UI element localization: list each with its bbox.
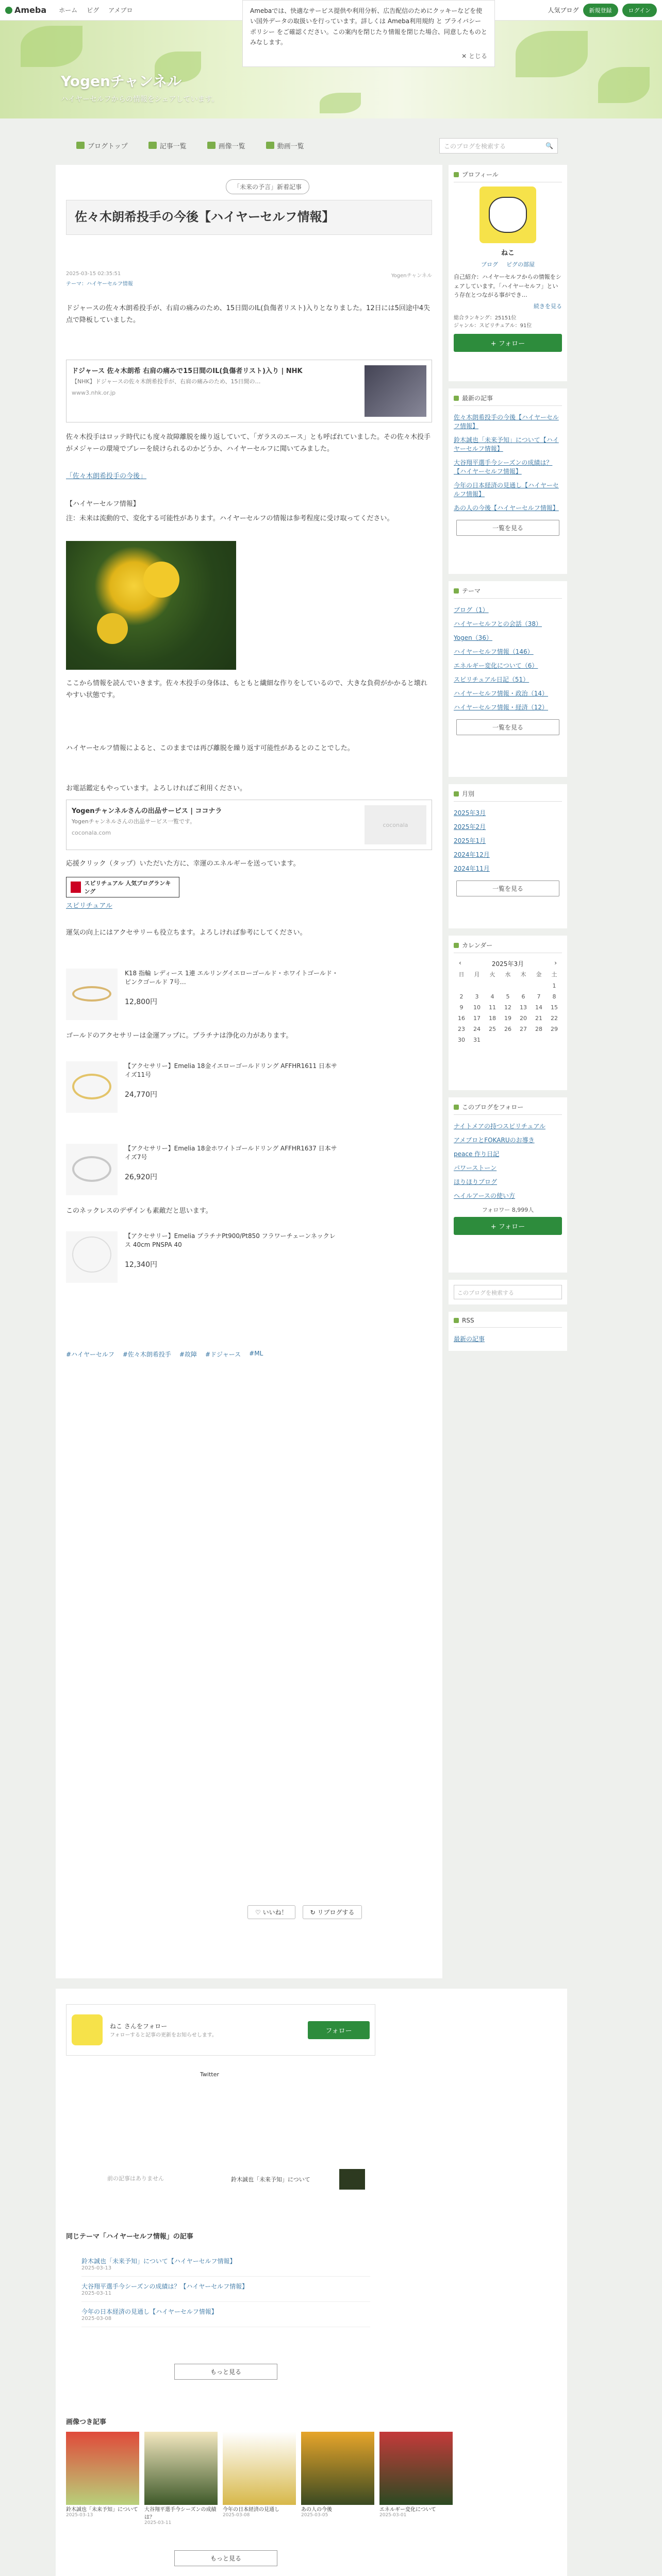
link-card-coconala[interactable]: Yogenチャンネルさんの出品サービス | ココナラ Yogenチャンネルさんの出品サービス一覧です。 coconala.com coconala xyxy=(66,800,432,850)
recent-item[interactable]: 今年の日本経済の見通し【ハイヤーセルフ情報】 xyxy=(454,482,559,498)
para-10: ゴールドのアクセサリーは金運アップに。プラチナは浄化の力があります。 xyxy=(66,1032,293,1040)
calendar-day[interactable]: 17 xyxy=(473,1015,481,1022)
calendar-day[interactable]: 19 xyxy=(504,1015,511,1022)
follower-item[interactable]: パワーストーン xyxy=(454,1164,497,1172)
nav-images[interactable]: 画像一覧 xyxy=(207,141,245,150)
para-7: お電話鑑定もやっています。よろしければご利用ください。 xyxy=(66,785,246,792)
list-icon xyxy=(148,142,157,149)
calendar-day[interactable]: 5 xyxy=(506,993,510,1000)
follower-item[interactable]: ナイトメアの持つスピリチュアル xyxy=(454,1123,545,1130)
next-thumb xyxy=(339,2169,365,2190)
blog-search-input[interactable]: このブログを検索する 🔍 xyxy=(439,138,558,154)
cookie-notice-text: Amebaでは、快適なサービス提供や利用分析、広告配信のためにクッキーなどを使い国外データの取扱いを行っています。詳しくは Ameba利用規約 と プライバシーポリシー をご確認ください。この案内を閉じたり情報を閉じた場合、同意したものとみなします。 xyxy=(250,7,487,46)
calendar-prev-icon[interactable]: ‹ xyxy=(459,959,461,967)
calendar-day xyxy=(454,982,469,989)
calendar-day[interactable]: 27 xyxy=(520,1026,527,1032)
nav-home[interactable]: ホーム xyxy=(59,7,78,14)
theme-item[interactable]: ハイヤーセルフとの会話（38） xyxy=(454,620,542,628)
nhk-thumbnail xyxy=(365,365,426,417)
calendar-day[interactable]: 26 xyxy=(504,1026,511,1032)
blog-name-tag[interactable]: Yogenチャンネル xyxy=(391,273,432,279)
profile-box: プロフィール ねこ ブログ ピグの部屋 自己紹介：ハイヤーセルフからの情報をシェアしています。「ハイヤーセルフ」という存在とつながる事ができ… 続きを見る 総合ランキング：25151位 ジャンル：スピリチュアル：91位 + フォロー xyxy=(449,165,567,381)
archive-item[interactable]: 2024年11月 xyxy=(454,865,490,872)
archive-box: 月別 2025年3月 2025年2月 2025年1月 2024年12月 2024年11月 一覧を見る xyxy=(449,784,567,928)
archive-icon xyxy=(454,791,459,796)
cookie-close-button[interactable]: ✕ とじる xyxy=(461,52,487,60)
calendar-day[interactable]: 14 xyxy=(535,1004,542,1011)
profile-icon xyxy=(454,172,459,177)
profile-pigg-link[interactable]: ピグの部屋 xyxy=(506,261,535,268)
article-column xyxy=(56,165,442,1978)
recent-box: 最新の記事 佐々木朗希投手の今後【ハイヤーセルフ情報】 鈴木誠也「未来予知」について【ハイヤーセルフ情報】 大谷翔平選手今シーズンの成績は？【ハイヤーセルフ情報】 今年の日本経済の見通し【ハイヤーセルフ情報】 あの人の今後【ハイヤーセルフ情報】 一覧を見る xyxy=(449,388,567,574)
theme-item[interactable]: Yogen（36） xyxy=(454,634,492,641)
calendar-day[interactable]: 21 xyxy=(535,1015,542,1022)
ameba-logo-icon xyxy=(5,7,12,14)
calendar-box: カレンダー ‹ 2025年3月 › 日 月 火 水 木 金 土 1 2 3 4 5 6 7 8 9 10 11 12 13 14 15 16 17 18 19 20 21 22 23 24 25 26 27 28 29 30 31 xyxy=(449,936,567,1090)
product-4[interactable]: 【アクセサリー】Emelia プラチナPt900/Pt850 フラワーチェーンネックレス 40cm PNSPA 40 12,340円 xyxy=(66,1231,341,1283)
global-nav xyxy=(59,6,133,14)
calendar-weekday: 水 xyxy=(505,971,511,978)
calendar-day xyxy=(469,982,485,989)
calendar-day[interactable]: 25 xyxy=(489,1026,496,1032)
calendar-weekday: 日 xyxy=(458,971,465,978)
profile-more-link[interactable]: 続きを見る xyxy=(534,302,562,310)
image-entry[interactable]: あの人の今後 2025-03-05 xyxy=(301,2432,374,2526)
calendar-day[interactable]: 8 xyxy=(552,993,556,1000)
follow-desc: フォローすると記事の更新をお知らせします。 xyxy=(110,2032,217,2038)
theme-icon xyxy=(454,588,459,594)
archive-more-button[interactable]: 一覧を見る xyxy=(456,880,559,896)
signup-button[interactable]: 新規登録 xyxy=(583,4,618,17)
rose-image[interactable] xyxy=(66,541,236,670)
recent-item[interactable]: あの人の今後【ハイヤーセルフ情報】 xyxy=(454,504,559,512)
reaction-bar xyxy=(247,1905,362,1919)
calendar-day[interactable]: 9 xyxy=(459,1004,464,1011)
recent-icon xyxy=(454,396,459,401)
nav-blog-top[interactable]: ブログトップ xyxy=(76,141,128,150)
link-card-nhk[interactable]: ドジャース 佐々木朗希 右肩の痛みで15日間のIL(負傷者リスト)入り | NHK 【NHK】ドジャースの佐々木朗希投手が、右肩の痛みのため、15日間の… www3.nhk.or.jp xyxy=(66,360,432,422)
product-3[interactable]: 【アクセサリー】Emelia 18金ホワイトゴールドリング AFFHR1637 日本サイズ7号 26,920円 xyxy=(66,1144,341,1195)
spiritual-ranking-banner[interactable]: スピリチュアル 人気ブログランキング xyxy=(66,877,179,897)
calendar-day[interactable]: 10 xyxy=(473,1004,481,1011)
profile-blog-link[interactable]: ブログ xyxy=(481,261,498,268)
follow-avatar xyxy=(72,2014,103,2045)
calendar-day[interactable]: 31 xyxy=(473,1037,481,1043)
para-11: このネックレスのデザインも素敵だと思います。 xyxy=(66,1207,212,1215)
image-entry[interactable]: 今年の日本経済の見通し 2025-03-08 xyxy=(223,2432,296,2526)
follower-item[interactable]: アメブロとFOKARUのお導き xyxy=(454,1137,535,1144)
calendar-day[interactable]: 29 xyxy=(551,1026,558,1032)
search-icon[interactable]: 🔍 xyxy=(545,142,553,149)
ranking-total: 総合ランキング：25151位 xyxy=(454,315,517,321)
calendar-weekday: 土 xyxy=(551,971,557,978)
calendar-weekday: 月 xyxy=(474,971,480,978)
theme-badge[interactable]: 「未来の予言」新着記事 xyxy=(226,179,309,194)
calendar-day[interactable]: 7 xyxy=(537,993,541,1000)
cookie-notice xyxy=(242,0,495,67)
next-entry[interactable]: 鈴木誠也「未来予知」について xyxy=(231,2169,365,2190)
calendar-day[interactable]: 30 xyxy=(458,1037,465,1043)
below-follow-button[interactable]: フォロー xyxy=(308,2021,370,2039)
follower-item[interactable]: ほりほりブログ xyxy=(454,1178,498,1185)
calendar-day[interactable]: 28 xyxy=(535,1026,542,1032)
images-more-button[interactable]: もっと見る xyxy=(174,2550,277,2566)
follow-icon xyxy=(454,1105,459,1110)
calendar-day[interactable]: 18 xyxy=(489,1015,496,1022)
para-2: 佐々木投手はロッテ時代にも度々故障離脱を繰り返していて、「ガラスのエース」とも呼ばれていました。その佐々木投手がメジャーの環境でプレーを続けられるのかどうか、ハイヤーセルフに聞いてみました。 xyxy=(66,433,431,453)
theme-item[interactable]: ハイヤーセルフ情報・経済（12） xyxy=(454,704,549,711)
follower-count: フォロワー 8,999人 xyxy=(482,1207,534,1213)
calendar-day[interactable]: 22 xyxy=(551,1015,558,1022)
para-3: 【ハイヤーセルフ情報】 xyxy=(66,500,140,508)
follow-label: ねこ さんをフォロー xyxy=(110,2023,168,2030)
image-entry[interactable]: エネルギー変化について 2025-03-01 xyxy=(379,2432,453,2526)
archive-item[interactable]: 2025年3月 xyxy=(454,809,486,817)
same-theme-item[interactable]: 大谷翔平選手今シーズンの成績は？【ハイヤーセルフ情報】 2025-03-11 xyxy=(81,2277,370,2302)
calendar-weekday: 火 xyxy=(489,971,495,978)
themes-box: テーマ ブログ（1） ハイヤーセルフとの会話（38） Yogen（36） ハイヤーセルフ情報（146） エネルギー変化について（6） スピリチュアル日記（51） ハイヤーセルフ情報・政治（14） ハイヤーセルフ情報・経済（12） 一覧を見る xyxy=(449,581,567,777)
spiritual-link[interactable]: スピリチュアル xyxy=(66,902,112,910)
ameba-logo[interactable]: Ameba xyxy=(5,5,46,15)
theme-item[interactable]: ハイヤーセルフ情報（146） xyxy=(454,648,534,655)
archive-item[interactable]: 2025年2月 xyxy=(454,823,486,831)
calendar-next-icon[interactable]: › xyxy=(554,959,557,967)
coconala-thumbnail: coconala xyxy=(365,805,426,844)
calendar-day[interactable]: 12 xyxy=(504,1004,511,1011)
login-button[interactable]: ログイン xyxy=(622,4,657,17)
twitter-share[interactable]: Twitter xyxy=(200,2071,219,2078)
para-8: 応援クリック（タップ）いただいた方に、幸運のエネルギーを送っています。 xyxy=(66,860,300,868)
calendar-day[interactable]: 24 xyxy=(473,1026,481,1032)
archive-item[interactable]: 2025年1月 xyxy=(454,837,486,844)
article-title: 佐々木朗希投手の今後【ハイヤーセルフ情報】 xyxy=(75,210,335,224)
image-entries xyxy=(66,2432,453,2526)
rss-box: RSS 最新の記事 xyxy=(449,1312,567,1351)
profile-bio: 自己紹介：ハイヤーセルフからの情報をシェアしています。「ハイヤーセルフ」という存在とつながる事ができ… xyxy=(454,274,561,299)
side-search-input[interactable]: このブログを検索する xyxy=(454,1285,562,1299)
calendar-day[interactable]: 6 xyxy=(521,993,525,1000)
rss-link[interactable]: 最新の記事 xyxy=(454,1335,485,1343)
like-button[interactable]: ♡ いいね！ xyxy=(247,1905,295,1919)
followers-box: このブログをフォロー ナイトメアの持つスピリチュアル アメブロとFOKARUのお導き peace 作り日記 パワーストーン ほりほりブログ ヘイルアースの使い方 フォロワー 8,999人 + フォロー xyxy=(449,1097,567,1273)
recent-more-button[interactable]: 一覧を見る xyxy=(456,520,559,536)
same-theme-item[interactable]: 今年の日本経済の見通し【ハイヤーセルフ情報】 2025-03-08 xyxy=(81,2302,370,2327)
theme-item[interactable]: ハイヤーセルフ情報・政治（14） xyxy=(454,690,549,697)
calendar-day[interactable]: 20 xyxy=(520,1015,527,1022)
popular-blogs-link[interactable]: 人気ブログ xyxy=(548,7,579,14)
same-theme-list xyxy=(81,2251,370,2327)
calendar-day xyxy=(516,982,531,989)
same-theme-heading: 同じテーマ「ハイヤーセルフ情報」の記事 xyxy=(66,2233,193,2241)
calendar-grid xyxy=(454,970,562,1043)
sidebar-follow-button[interactable]: + フォロー xyxy=(454,1217,562,1235)
archive-item[interactable]: 2024年12月 xyxy=(454,851,490,858)
nav-ameblo[interactable]: アメブロ xyxy=(108,7,133,14)
same-theme-item[interactable]: 鈴木誠也「未来予知」について【ハイヤーセルフ情報】 2025-03-13 xyxy=(81,2251,370,2277)
prev-entry: 前の記事はありません xyxy=(107,2175,164,2182)
calendar-weekday: 金 xyxy=(536,971,542,978)
recent-item[interactable]: 鈴木誠也「未来予知」について【ハイヤーセルフ情報】 xyxy=(454,436,559,452)
image-entry[interactable]: 鈴木誠也「未来予知」について 2025-03-13 xyxy=(66,2432,139,2526)
blog-title[interactable]: Yogenチャンネル xyxy=(61,73,182,90)
sidebar xyxy=(449,165,567,1358)
video-icon xyxy=(266,142,274,149)
calendar-icon xyxy=(454,943,459,948)
image-icon xyxy=(207,142,216,149)
calendar-day[interactable]: 16 xyxy=(458,1015,465,1022)
follower-item[interactable]: ヘイルアースの使い方 xyxy=(454,1192,516,1199)
follow-promo xyxy=(66,2004,375,2056)
para-2-link[interactable]: 「佐々木朗希投手の今後」 xyxy=(66,472,147,480)
calendar-day xyxy=(531,982,547,989)
para-6: ハイヤーセルフ情報によると、このままでは再び離脱を繰り返す可能性があるとのことでした。 xyxy=(66,744,354,752)
recent-item[interactable]: 佐々木朗希投手の今後【ハイヤーセルフ情報】 xyxy=(454,414,559,430)
home-icon xyxy=(76,142,85,149)
calendar-day[interactable]: 11 xyxy=(489,1004,496,1011)
para-4: 注：未来は流動的で、変化する可能性があります。ハイヤーセルフの情報は参考程度に受け取ってください。 xyxy=(66,515,394,522)
theme-item[interactable]: スピリチュアル日記（51） xyxy=(454,676,529,683)
product-1[interactable]: K18 指輪 レディース 1連 エルリングイエローゴールド・ホワイトゴールド・ピンクゴールド 7号… 12,800円 xyxy=(66,969,341,1020)
product-2[interactable]: 【アクセサリー】Emelia 18金イエローゴールドリング AFFHR1611 日本サイズ11号 24,770円 xyxy=(66,1061,341,1113)
calendar-weekday: 木 xyxy=(520,971,526,978)
para-5: ここから情報を読んでいきます。佐々木投手の身体は、もともと繊細な作りをしているので、大きな負荷がかかると壊れやすい状態です。 xyxy=(66,680,427,699)
theme-item[interactable]: エネルギー変化について（6） xyxy=(454,662,538,669)
reblog-button[interactable]: ↻ リブログする xyxy=(303,1905,362,1919)
recent-item[interactable]: 大谷翔平選手今シーズンの成績は？【ハイヤーセルフ情報】 xyxy=(454,459,553,475)
rss-icon xyxy=(454,1318,459,1323)
ranking-genre: ジャンル：スピリチュアル：91位 xyxy=(454,323,532,329)
hashtags: #ハイヤーセルフ #佐々木朗希投手 #故障 #ドジャース #ML xyxy=(66,1350,263,1358)
calendar-day[interactable]: 2 xyxy=(459,993,464,1000)
nav-pigg[interactable]: ピグ xyxy=(87,7,100,14)
side-search-box xyxy=(449,1280,567,1304)
para-9: 運気の向上にはアクセサリーも役立ちます。よろしければ参考にしてください。 xyxy=(66,929,307,937)
para-1: ドジャースの佐々木朗希投手が、右肩の痛みのため、15日間のIL(負傷者リスト)入りとなりました。12日には5回途中4失点で降板していました。 xyxy=(66,304,431,324)
follower-item[interactable]: peace 作り日記 xyxy=(454,1150,500,1158)
calendar-day[interactable]: 13 xyxy=(520,1004,527,1011)
article-theme-link[interactable]: テーマ：ハイヤーセルフ情報 xyxy=(66,281,133,287)
image-entry[interactable]: 大谷翔平選手今シーズンの成績は？ 2025-03-11 xyxy=(144,2432,218,2526)
calendar-day[interactable]: 3 xyxy=(475,993,479,1000)
calendar-day xyxy=(485,982,500,989)
same-theme-more-button[interactable]: もっと見る xyxy=(174,2364,277,2380)
article-date: 2025-03-15 02:35:51 xyxy=(66,271,121,277)
below-article xyxy=(56,1989,567,2576)
theme-item[interactable]: ブログ（1） xyxy=(454,606,489,614)
blog-description: ハイヤーセルフからの情報をシェアしています。 xyxy=(61,95,219,104)
calendar-day[interactable]: 1 xyxy=(552,982,556,989)
profile-follow-button[interactable]: + フォロー xyxy=(454,334,562,352)
calendar-day xyxy=(500,982,516,989)
images-heading: 画像つき記事 xyxy=(66,2418,107,2426)
profile-name[interactable]: ねこ xyxy=(501,249,515,257)
avatar[interactable] xyxy=(479,187,536,243)
ranking-icon xyxy=(71,882,81,893)
nav-entries[interactable]: 記事一覧 xyxy=(148,141,187,150)
calendar-day[interactable]: 23 xyxy=(458,1026,465,1032)
calendar-month: 2025年3月 xyxy=(491,960,524,968)
nav-videos[interactable]: 動画一覧 xyxy=(266,141,304,150)
themes-more-button[interactable]: 一覧を見る xyxy=(456,719,559,735)
calendar-day[interactable]: 15 xyxy=(551,1004,558,1011)
calendar-day[interactable]: 4 xyxy=(490,993,494,1000)
